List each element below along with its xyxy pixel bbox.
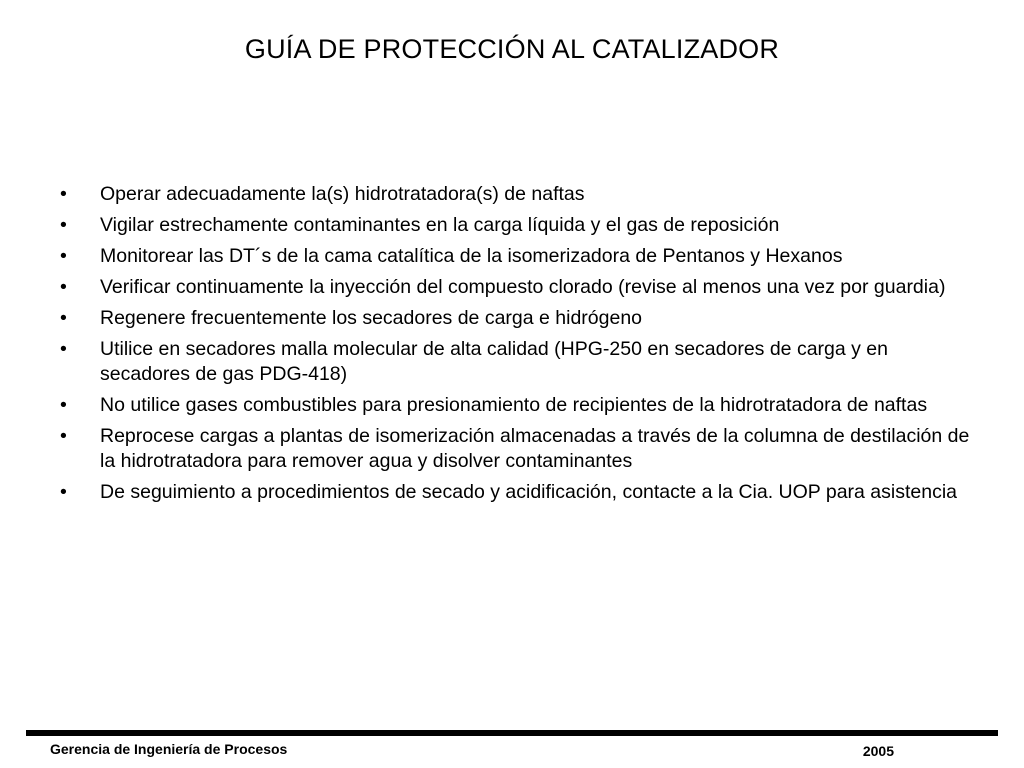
bullet-text: Reprocese cargas a plantas de isomerización almacenadas a través de la columna de destilación de la hidrotratadora para remover agua y disolver contaminantes (100, 425, 970, 472)
bullet-item (58, 424, 978, 474)
bullet-text: No utilice gases combustibles para presionamiento de recipientes de la hidrotratadora de naftas (100, 394, 928, 416)
bullet-icon: • (60, 183, 67, 205)
bullet-item (58, 480, 978, 505)
bullet-icon: • (60, 394, 67, 416)
bullet-icon: • (60, 338, 67, 360)
bullet-item (58, 393, 978, 418)
bullet-text: Monitorear las DT´s de la cama catalítica de la isomerizadora de Pentanos y Hexanos (100, 245, 843, 267)
slide-title: GUÍA DE PROTECCIÓN AL CATALIZADOR (244, 34, 780, 64)
bullet-icon: • (60, 481, 67, 503)
bullet-item (58, 244, 978, 269)
bullet-icon: • (60, 307, 67, 329)
bullet-icon: • (60, 425, 67, 447)
bullet-text: Verificar continuamente la inyección del compuesto clorado (revise al menos una vez por guardia) (100, 276, 946, 298)
bullet-item (58, 182, 978, 207)
footer-organization: Gerencia de Ingeniería de Procesos (50, 741, 288, 757)
bullet-icon: • (60, 245, 67, 267)
bullet-item (58, 213, 978, 238)
bullet-icon: • (60, 214, 67, 236)
bullet-text: Operar adecuadamente la(s) hidrotratadora(s) de naftas (100, 183, 585, 205)
footer-year: 2005 (862, 743, 894, 759)
bullet-item (58, 337, 978, 387)
bullet-text: Regenere frecuentemente los secadores de carga e hidrógeno (100, 307, 643, 329)
bullet-item (58, 275, 978, 300)
bullet-item (58, 306, 978, 331)
bullet-text: Utilice en secadores malla molecular de alta calidad (HPG-250 en secadores de carga y en secadores de gas PDG-418) (100, 338, 888, 385)
bullet-text: De seguimiento a procedimientos de secado y acidificación, contacte a la Cia. UOP para asistencia (100, 481, 958, 503)
bullet-text: Vigilar estrechamente contaminantes en la carga líquida y el gas de reposición (100, 214, 780, 236)
footer-divider (26, 730, 998, 736)
bullet-list (58, 182, 978, 511)
bullet-icon: • (60, 276, 67, 298)
